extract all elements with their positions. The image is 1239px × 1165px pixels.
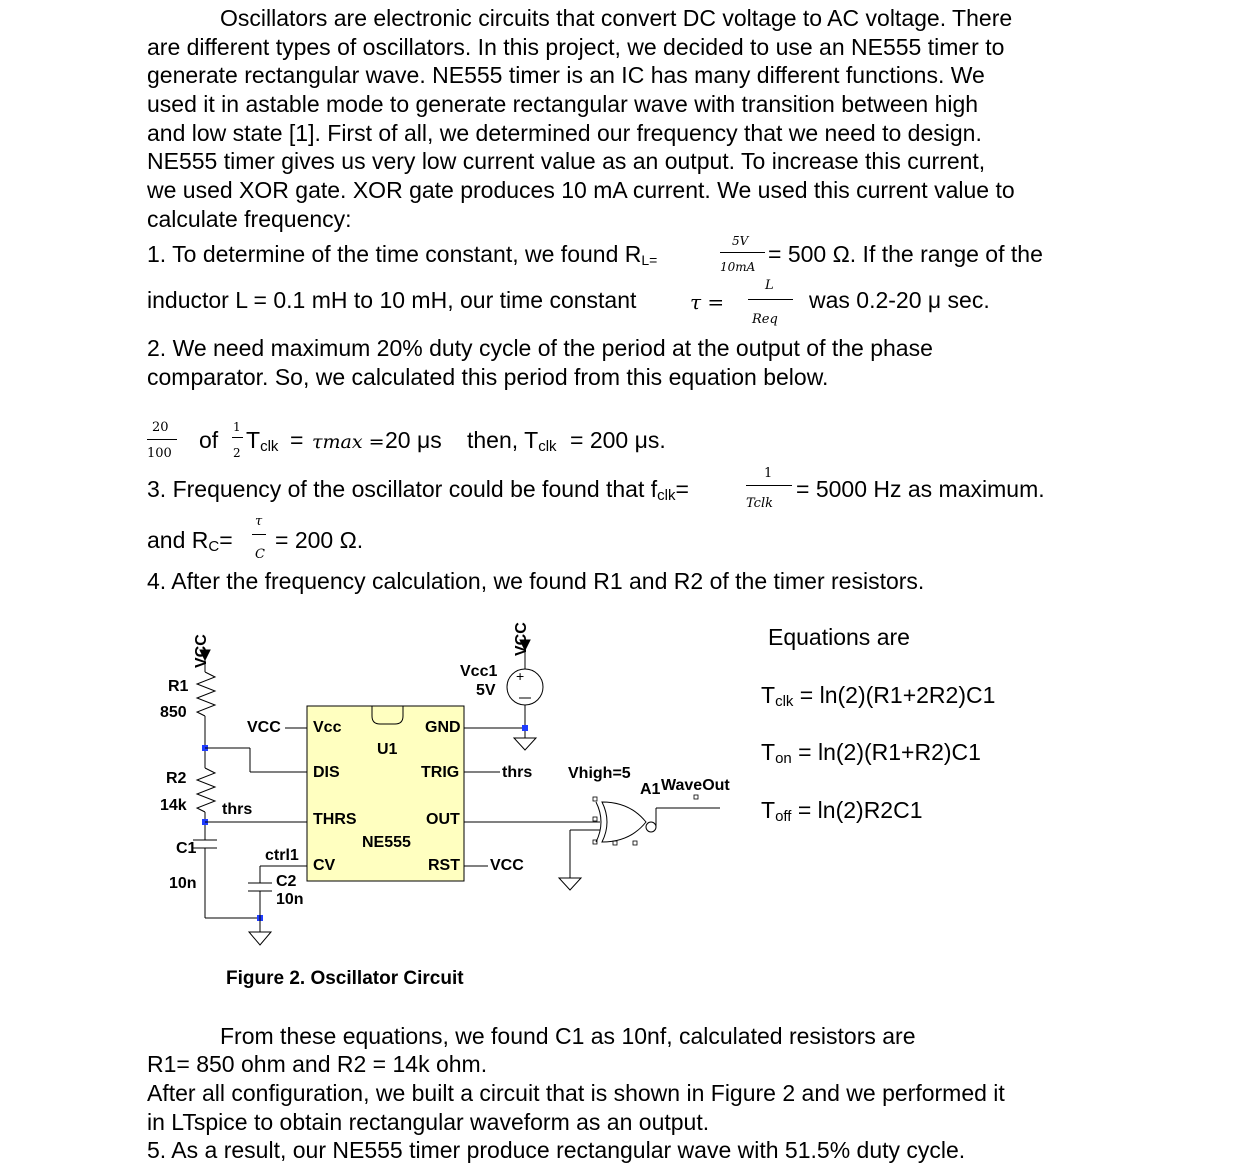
equation-ton: $T_{on} = \ln(2)(R1+R2)C1$	[761, 739, 981, 767]
ctrl1-label: ctrl1	[265, 847, 299, 864]
tclk-symbol: $T_{clk}$	[246, 427, 279, 455]
vcc-label-right: VCC	[513, 622, 530, 656]
rc-result: = 200 Ω.	[275, 527, 364, 553]
r1-resistor-icon	[197, 672, 215, 716]
vcc1-value: 5V	[476, 682, 496, 699]
pin-dis: DIS	[313, 764, 340, 781]
rst-net-label: VCC	[490, 857, 524, 874]
conclusion-line: R1= 850 ohm and R2 = 14k ohm.	[147, 1051, 488, 1077]
pin-thrs: THRS	[313, 811, 357, 828]
tau-symbol: τ =	[690, 290, 725, 314]
pct-numerator: 20	[152, 420, 169, 435]
intro-line: used it in astable mode to generate rectangular wave with transition between high	[147, 91, 979, 117]
ground-icon	[559, 878, 581, 890]
step1-inductor: inductor L = 0.1 mH to 10 mH, our time constant	[147, 287, 637, 313]
rc-numerator: τ	[255, 514, 263, 529]
c1-label: C1	[176, 840, 197, 857]
r1-label: R1	[168, 678, 189, 695]
rc-denominator: C	[255, 547, 265, 562]
vcc-label-left: VCC	[193, 634, 210, 668]
equations-title: Equations are	[768, 624, 910, 650]
equation-tclk: $T_{clk} = \ln(2)(R1+2R2)C1$	[761, 682, 996, 710]
rl-numerator: 5V	[732, 234, 749, 248]
r1-value: 850	[160, 704, 187, 721]
step4-text: 4. After the frequency calculation, we found R1 and R2 of the timer resistors.	[147, 568, 925, 594]
half-numerator: 1	[233, 420, 241, 434]
pin-vcc: Vcc	[313, 719, 342, 736]
step3-text: 3. Frequency of the oscillator could be found that $f_{clk}=$	[147, 476, 689, 504]
pct-denominator: 100	[147, 446, 172, 461]
rc-text: and $R_C=$	[147, 527, 233, 555]
ground-icon	[514, 738, 536, 750]
rl-denominator: 10mA	[720, 260, 756, 274]
r2-resistor-icon	[197, 768, 215, 812]
pin-trig: TRIG	[421, 764, 460, 781]
vcc1-label: Vcc1	[460, 663, 498, 680]
svg-text:+: +	[516, 668, 525, 684]
c1-value: 10n	[169, 875, 197, 892]
pin-cv: CV	[313, 857, 336, 874]
ground-icon	[249, 932, 271, 945]
half-denominator: 2	[233, 446, 241, 460]
thrs-net-left: thrs	[222, 801, 253, 818]
r2-label: R2	[166, 770, 187, 787]
then-text: then, $T_{clk}$	[467, 427, 557, 455]
ne555-label: NE555	[362, 834, 411, 851]
freq-result: = 5000 Hz as maximum.	[796, 476, 1045, 502]
intro-first-line: Oscillators are electronic circuits that convert DC voltage to AC voltage. There	[220, 5, 1013, 31]
step1-result: = 500 Ω. If the range of the	[768, 241, 1043, 267]
intro-line: calculate frequency:	[147, 206, 352, 232]
intro-line: NE555 timer gives us very low current value as an output. To increase this current,	[147, 148, 986, 174]
pin-gnd: GND	[425, 719, 461, 736]
conclusion-line: in LTspice to obtain rectangular waveform as an output.	[147, 1109, 710, 1135]
tau-numerator: L	[765, 278, 774, 293]
freq-denominator: Tclk	[746, 496, 773, 511]
c2-value: 10n	[276, 891, 304, 908]
intro-line: are different types of oscillators. In this project, we decided to use an NE555 timer to	[147, 34, 1005, 60]
voltage-source-icon	[507, 669, 543, 705]
waveout-label: WaveOut	[661, 777, 730, 794]
conclusion-line: 5. As a result, our NE555 timer produce rectangular wave with 51.5% duty cycle.	[147, 1137, 966, 1163]
intro-line: and low state [1]. First of all, we determined our frequency that we need to design.	[147, 120, 982, 146]
conclusion-first-line: From these equations, we found C1 as 10nf, calculated resistors are	[220, 1023, 916, 1049]
tau-denominator: Req	[752, 312, 778, 327]
conclusion-line: After all configuration, we built a circuit that is shown in Figure 2 and we performed it	[147, 1080, 1005, 1106]
pin-rst: RST	[428, 857, 460, 874]
period-equals: =	[290, 427, 304, 453]
equation-toff: $T_{off} = \ln(2)R2C1$	[761, 797, 923, 825]
figure-caption: Figure 2. Oscillator Circuit	[226, 968, 464, 989]
tau-result: was 0.2-20 μ sec.	[809, 287, 990, 313]
step1-text: 1. To determine of the time constant, we found $R_{L=}$	[147, 241, 658, 268]
c2-label: C2	[276, 873, 297, 890]
freq-numerator: 1	[764, 466, 773, 481]
of-text: of	[199, 427, 219, 453]
r2-value: 14k	[160, 797, 187, 814]
u1-label: U1	[377, 741, 398, 758]
pin-out: OUT	[426, 811, 460, 828]
vhigh-label: Vhigh=5	[568, 765, 631, 782]
period-value: 20 μs	[385, 427, 442, 453]
intro-line: we used XOR gate. XOR gate produces 10 mA current. We used this current value to	[147, 177, 1015, 203]
vcc-net-label: VCC	[247, 719, 281, 736]
a1-label: A1	[640, 781, 661, 798]
tau-max: τmax =	[312, 431, 385, 453]
thrs-net-right: thrs	[502, 764, 533, 781]
intro-line: generate rectangular wave. NE555 timer is an IC has many different functions. We	[147, 62, 985, 88]
step2-line: 2. We need maximum 20% duty cycle of the period at the output of the phase	[147, 335, 933, 361]
period-result: = 200 μs.	[570, 427, 666, 453]
step2-line: comparator. So, we calculated this period from this equation below.	[147, 364, 829, 390]
